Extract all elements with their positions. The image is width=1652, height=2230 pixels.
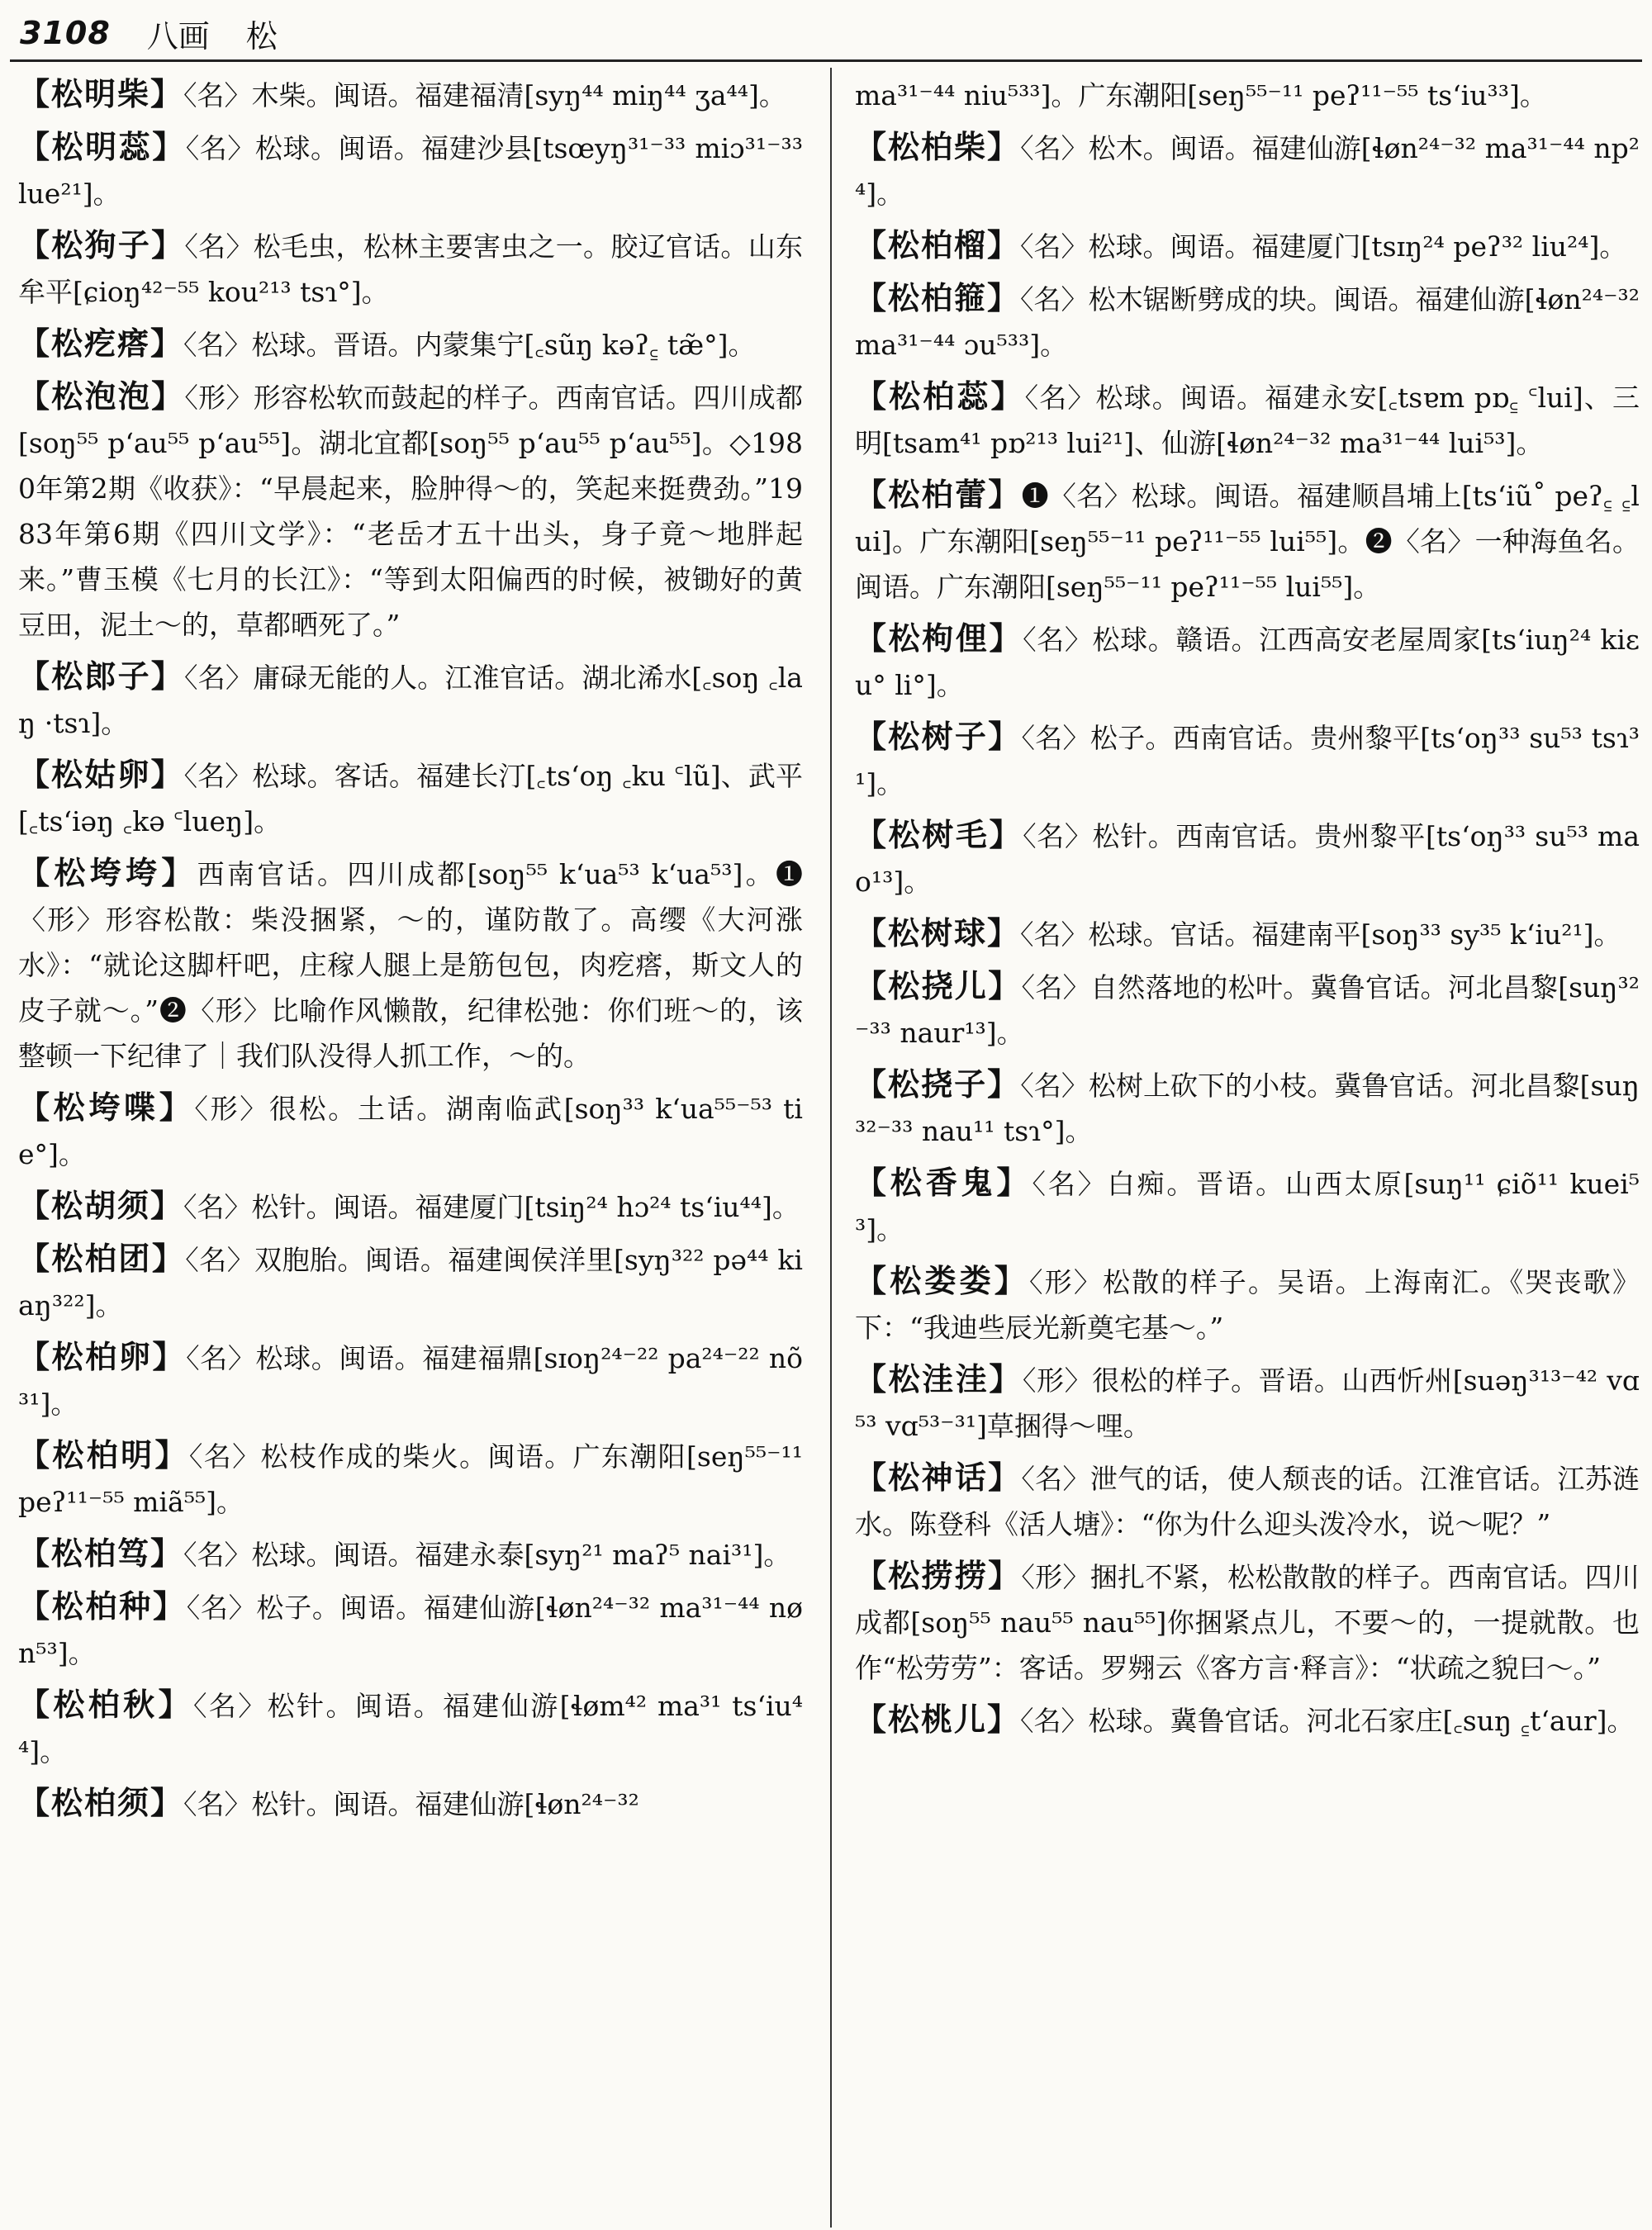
- dictionary-entry: [18, 1780, 803, 1827]
- entry-definition: ❶〈名〉松球。闽语。福建顺昌埔上[tsʻiũ˚ peʔ꜁ ꜁lui]。广东潮阳[seŋ⁵⁵⁻¹¹ peʔ¹¹⁻⁵⁵ lui⁵⁵]。❷〈名〉一种海鱼名。闽语。广东潮阳[seŋ⁵⁵⁻¹¹ peʔ¹¹⁻⁵⁵ lui⁵⁵]。: [855, 480, 1640, 603]
- entry-headword: 【松柏种】: [18, 1587, 187, 1625]
- entry-headword: 【松垮喋】: [18, 1089, 195, 1126]
- entry-definition: 〈名〉松球。闽语。福建永安[꜀tsɐm pɒ꜁ ꜂lui]、三明[tsam⁴¹ pɒ²¹³ lui²¹]、仙游[ɬøn²⁴⁻³² ma³¹⁻⁴⁴ lui⁵³]。: [855, 382, 1640, 459]
- left-column: [18, 71, 803, 2223]
- entry-definition: 〈名〉松子。西南官话。贵州黎平[tsʻoŋ³³ su⁵³ tsɿ³¹]。: [855, 722, 1640, 799]
- dictionary-entry: [855, 1553, 1640, 1691]
- entry-headword: 【松姑卵】: [18, 756, 184, 793]
- entry-definition: 〈名〉庸碌无能的人。江淮官话。湖北浠水[꜀soŋ ꜀laŋ ·tsɿ]。: [18, 662, 803, 739]
- dictionary-entry: [855, 1696, 1640, 1744]
- entry-definition: 〈名〉松球。闽语。福建永泰[syŋ²¹ maʔ⁵ nai³¹]。: [183, 1539, 791, 1571]
- entry-headword: 【松树球】: [855, 914, 1021, 951]
- dictionary-entry: [855, 1454, 1640, 1547]
- dictionary-entry: [855, 71, 1640, 118]
- dictionary-entry: [18, 850, 803, 1079]
- entry-definition: 〈名〉松球。官话。福建南平[soŋ³³ sy³⁵ kʻiu²¹]。: [1020, 918, 1621, 951]
- entry-headword: 【松洼洼】: [855, 1360, 1023, 1397]
- entry-definition: 〈名〉松球。闽语。福建沙县[tsœyŋ³¹⁻³³ miɔ³¹⁻³³ lue²¹]。: [18, 132, 803, 210]
- entry-headword: 【松柏团】: [18, 1240, 186, 1277]
- entry-headword: 【松柏卵】: [18, 1338, 187, 1375]
- section-char: 松: [245, 17, 278, 55]
- dictionary-entry: [855, 1160, 1640, 1252]
- entry-headword: 【松明蕊】: [18, 128, 186, 165]
- entry-headword: 【松挠儿】: [855, 967, 1022, 1004]
- right-column: [855, 71, 1640, 2223]
- entry-headword: 【松柏须】: [18, 1784, 184, 1821]
- entry-headword: 【松捞捞】: [855, 1557, 1022, 1594]
- entry-headword: 【松柏榴】: [855, 226, 1021, 263]
- entry-definition: 〈名〉松树上砍下的小枝。冀鲁官话。河北昌黎[suŋ³²⁻³³ nau¹¹ tsɿ°]。: [855, 1070, 1640, 1147]
- entry-definition: 〈名〉松木。闽语。福建仙游[ɬøn²⁴⁻³² ma³¹⁻⁴⁴ np²⁴]。: [855, 132, 1640, 210]
- dictionary-entry: [18, 1236, 803, 1328]
- entry-definition: 〈名〉松针。闽语。福建仙游[ɬøm⁴² ma³¹ tsʻiu⁴⁴]。: [18, 1690, 803, 1767]
- dictionary-entry: [18, 1682, 803, 1774]
- dictionary-entry: [855, 963, 1640, 1056]
- entry-headword: 【松柏秋】: [18, 1686, 193, 1723]
- entry-definition: 〈名〉松子。闽语。福建仙游[ɬøn²⁴⁻³² ma³¹⁻⁴⁴ nøn⁵³]。: [18, 1592, 803, 1669]
- dictionary-entry: [18, 1334, 803, 1426]
- entry-headword: 【松香鬼】: [855, 1164, 1032, 1201]
- entry-headword: 【松娄娄】: [855, 1262, 1029, 1299]
- entry-headword: 【松柏笃】: [18, 1535, 184, 1572]
- entry-definition: 〈形〉形容松软而鼓起的样子。西南官话。四川成都[soŋ⁵⁵ pʻau⁵⁵ pʻau⁵⁵]。湖北宜都[soŋ⁵⁵ pʻau⁵⁵ pʻau⁵⁵]。◇1980年第2期《收获》：“早晨起来，脸肿得～的，笑起来挺费劲。”1983年第6期《四川文学》：“老岳才五十出头，身子竟～地胖起来。”曹玉模《七月的长江》：“等到太阳偏西的时候，被锄好的黄豆田，泥土～的，草都晒死了。”: [18, 382, 803, 641]
- dictionary-entry: [18, 373, 803, 648]
- column-divider: [830, 68, 832, 2228]
- entry-definition: 〈形〉很松的样子。晋语。山西忻州[suəŋ³¹³⁻⁴² vɑ⁵³ vɑ⁵³⁻³¹]草捆得～哩。: [855, 1364, 1640, 1442]
- entry-headword: 【松柏蕊】: [855, 377, 1025, 415]
- dictionary-entry: [855, 222, 1640, 269]
- dictionary-entry: [18, 653, 803, 746]
- entry-definition: 〈名〉泄气的话，使人颓丧的话。江淮官话。江苏涟水。陈登科《活人塘》：“你为什么迎头泼冷水，说～呢？”: [855, 1463, 1640, 1540]
- dictionary-entry: [855, 124, 1640, 216]
- entry-headword: 【松柏蕾】: [855, 476, 1022, 513]
- entry-headword: 【松泡泡】: [18, 377, 185, 415]
- page-number: 3108: [20, 15, 111, 51]
- entry-headword: 【松郎子】: [18, 657, 184, 695]
- entry-definition: 〈名〉松球。晋语。内蒙集宁[꜀sũŋ kəʔ꜁ tæ̃°]。: [183, 329, 756, 361]
- dictionary-entry: [18, 124, 803, 216]
- section-label: 八画: [146, 17, 210, 55]
- dictionary-entry: [855, 373, 1640, 466]
- entry-headword: 【松柏箍】: [855, 279, 1021, 316]
- dictionary-entry: [18, 71, 803, 118]
- entry-headword: 【松胡须】: [18, 1187, 184, 1224]
- entry-definition: 〈名〉松针。闽语。福建仙游[ɬøn²⁴⁻³²: [183, 1788, 639, 1820]
- entry-headword: 【松枸俚】: [855, 619, 1023, 657]
- entry-definition: 〈名〉松球。闽语。福建福鼎[sɪoŋ²⁴⁻²² pa²⁴⁻²² nõ³¹]。: [18, 1342, 803, 1420]
- entry-headword: 【松神话】: [855, 1459, 1022, 1496]
- dictionary-entry: [18, 1530, 803, 1578]
- entry-definition: 〈名〉松球。客话。福建长汀[꜀tsʻoŋ ꜀ku ꜂lũ]、武平[꜀tsʻiəŋ ꜀kə ꜂lueŋ]。: [18, 760, 803, 837]
- dictionary-entry: [18, 320, 803, 368]
- entry-definition: 〈名〉松针。西南官话。贵州黎平[tsʻoŋ³³ su⁵³ mao¹³]。: [855, 820, 1640, 898]
- header-rule: [10, 59, 1642, 62]
- entry-definition: 〈名〉白痴。晋语。山西太原[suŋ¹¹ ɕiõ¹¹ kuei⁵³]。: [855, 1168, 1640, 1245]
- entry-definition: 〈名〉松球。闽语。福建厦门[tsɪŋ²⁴ peʔ³² liu²⁴]。: [1020, 230, 1627, 263]
- entry-definition: 〈名〉松毛虫，松林主要害虫之一。胶辽官话。山东牟平[ɕioŋ⁴²⁻⁵⁵ kou²¹³ tsɿ°]。: [18, 230, 803, 308]
- entry-definition: 〈名〉松针。闽语。福建厦门[tsiŋ²⁴ hɔ²⁴ tsʻiu⁴⁴]。: [183, 1191, 800, 1223]
- entry-definition: 〈形〉捆扎不紧，松松散散的样子。西南官话。四川成都[soŋ⁵⁵ nau⁵⁵ nau⁵⁵]你捆紧点儿，不要～的，一提就散。也作“松劳劳”：客话。罗翙云《客方言·释言》：“状疏之貌曰～。”: [855, 1561, 1640, 1684]
- entry-definition: 〈名〉自然落地的松叶。冀鲁官话。河北昌黎[suŋ³²⁻³³ naur¹³]。: [855, 971, 1640, 1049]
- dictionary-entry: [855, 812, 1640, 904]
- dictionary-entry: [18, 222, 803, 315]
- entry-headword: 【松狗子】: [18, 226, 185, 263]
- entry-definition: ma³¹⁻⁴⁴ niu⁵³³]。广东潮阳[seŋ⁵⁵⁻¹¹ peʔ¹¹⁻⁵⁵ tsʻiu³³]。: [855, 79, 1547, 112]
- dictionary-entry: [855, 1061, 1640, 1154]
- entry-headword: 【松桃儿】: [855, 1701, 1021, 1738]
- entry-headword: 【松明柴】: [18, 75, 184, 112]
- dictionary-entry: [855, 472, 1640, 610]
- entry-definition: 〈形〉很松。土话。湖南临武[soŋ³³ kʻua⁵⁵⁻⁵³ tie°]。: [18, 1093, 803, 1170]
- dictionary-entry: [18, 1183, 803, 1230]
- dictionary-entry: [855, 714, 1640, 806]
- dictionary-entry: [18, 1084, 803, 1177]
- entry-headword: 【松挠子】: [855, 1065, 1021, 1103]
- dictionary-entry: [18, 1432, 803, 1525]
- dictionary-entry: [855, 1356, 1640, 1449]
- entry-definition: 西南官话。四川成都[soŋ⁵⁵ kʻua⁵³ kʻua⁵³]。❶〈形〉形容松散：柴没捆紧，～的，谨防散了。高缨《大河涨水》：“就论这脚杆吧，庄稼人腿上是筋包包，肉疙瘩，斯文人的皮子就～。”❷〈形〉比喻作风懒散，纪律松弛：你们班～的，该整顿一下纪律了｜我们队没得人抓工作，～的。: [18, 858, 803, 1072]
- dictionary-entry: [855, 275, 1640, 368]
- dictionary-entry: [855, 1258, 1640, 1350]
- dictionary-entry: [855, 910, 1640, 957]
- entry-headword: 【松垮垮】: [18, 854, 197, 891]
- entry-definition: 〈形〉松散的样子。吴语。上海南汇。《哭丧歌》下：“我迪些辰光新奠宅基～。”: [855, 1266, 1640, 1344]
- dictionary-entry: [18, 1583, 803, 1676]
- entry-headword: 【松柏柴】: [855, 128, 1021, 165]
- entry-definition: 〈名〉松枝作成的柴火。闽语。广东潮阳[seŋ⁵⁵⁻¹¹ peʔ¹¹⁻⁵⁵ miã⁵⁵]。: [18, 1440, 803, 1518]
- entry-definition: 〈名〉松木锯断劈成的块。闽语。福建仙游[ɬøn²⁴⁻³² ma³¹⁻⁴⁴ ɔu⁵³³]。: [855, 283, 1640, 361]
- dictionary-entry: [855, 615, 1640, 708]
- entry-headword: 【松柏明】: [18, 1436, 189, 1473]
- entry-definition: 〈名〉木柴。闽语。福建福清[syŋ⁴⁴ miŋ⁴⁴ ʒa⁴⁴]。: [183, 79, 786, 112]
- entry-headword: 【松疙瘩】: [18, 325, 184, 362]
- entry-headword: 【松树子】: [855, 718, 1022, 755]
- entry-headword: 【松树毛】: [855, 816, 1023, 853]
- entry-definition: 〈名〉松球。冀鲁官话。河北石家庄[꜀suŋ ꜁tʻaur]。: [1020, 1705, 1635, 1737]
- page-header: [20, 8, 1631, 58]
- entry-definition: 〈名〉松球。赣语。江西高安老屋周家[tsʻiuŋ²⁴ kiɛu° li°]。: [855, 624, 1640, 701]
- dictionary-entry: [18, 752, 803, 844]
- entry-definition: 〈名〉双胞胎。闽语。福建闽侯洋里[syŋ³²² pə⁴⁴ kiaŋ³²²]。: [18, 1244, 803, 1321]
